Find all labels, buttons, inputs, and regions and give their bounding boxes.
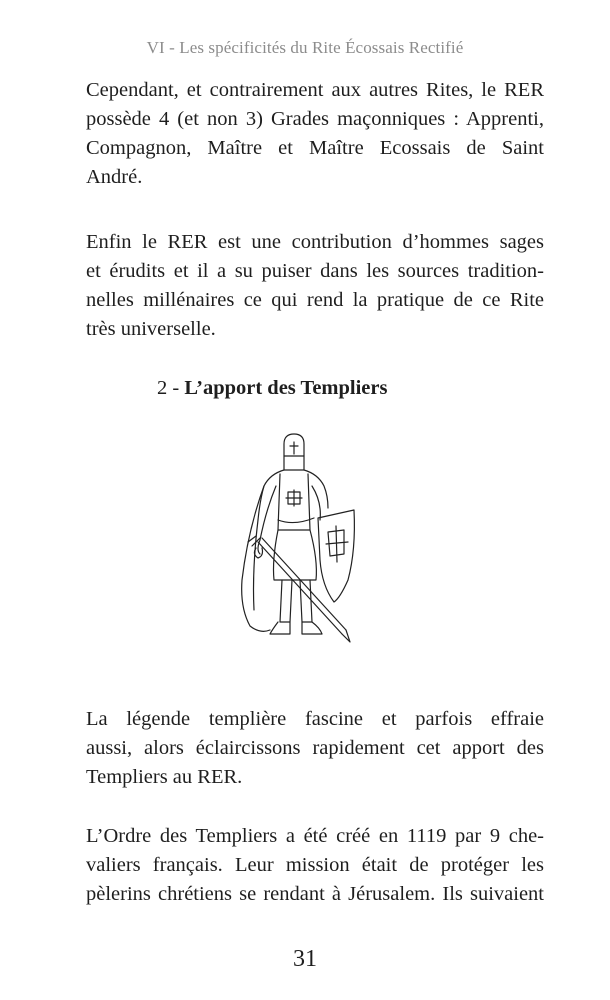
text-line: Cependant, et contrairement aux autres Rites, le RER: [86, 79, 544, 101]
paragraph-grades: [86, 76, 544, 192]
text-line: Compagnon, Maître et Maître Ecossais de Saint: [86, 137, 544, 159]
section-number: 2 -: [157, 377, 185, 399]
text-line: André.: [86, 166, 143, 188]
paragraph-contribution: [86, 228, 544, 344]
text-line: Enfin le RER est une contribution d’hommes sages: [86, 231, 544, 253]
text-line: très universelle.: [86, 318, 216, 340]
text-line: et érudits et il a su puiser dans les sources tradition-: [86, 260, 544, 282]
text-line: possède 4 (et non 3) Grades maçonniques : Apprenti,: [86, 108, 544, 130]
section-title: L’apport des Templiers: [184, 377, 388, 399]
paragraph-legend: [86, 705, 544, 792]
section-heading: [157, 374, 387, 403]
text-line: La légende templière fascine et parfois effraie: [86, 708, 544, 730]
text-line: nelles millénaires ce qui rend la pratique de ce Rite: [86, 289, 544, 311]
text-line: valiers français. Leur mission était de protéger les: [86, 854, 544, 876]
page-number: 31: [293, 946, 317, 972]
running-header: VI - Les spécificités du Rite Écossais Rectifié: [146, 38, 464, 57]
text-line: Templiers au RER.: [86, 766, 243, 788]
text-line: L’Ordre des Templiers a été créé en 1119 par 9 che-: [86, 825, 544, 847]
templar-knight-illustration: [230, 430, 370, 655]
text-line: aussi, alors éclaircissons rapidement cet apport des: [86, 737, 544, 759]
text-line: pèlerins chrétiens se rendant à Jérusalem. Ils suivaient: [86, 883, 544, 905]
paragraph-order-history: [86, 822, 544, 909]
